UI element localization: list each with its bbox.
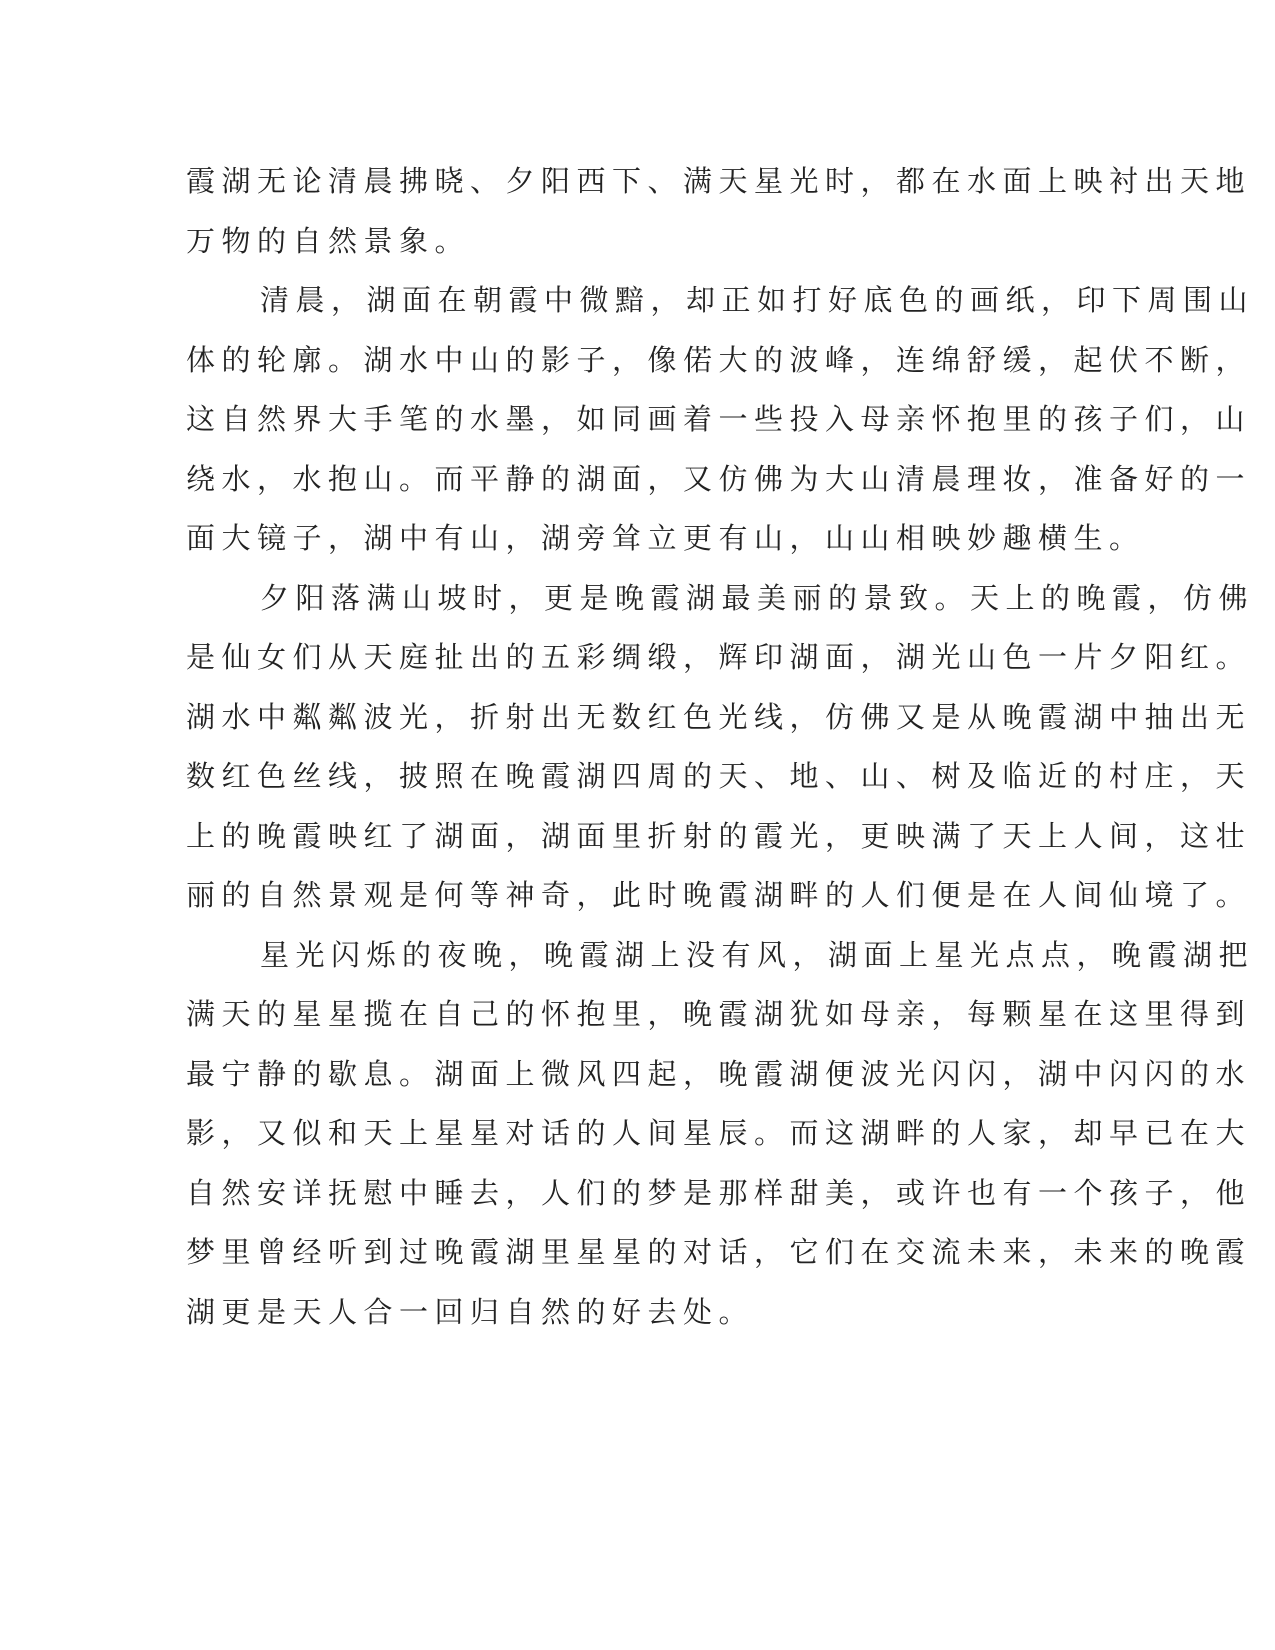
text-line-5: 这自然界大手笔的水墨，如同画着一些投入母亲怀抱里的孩子们，山	[186, 402, 1252, 436]
text-line-10: 湖水中粼粼波光，折射出无数红色光线，仿佛又是从晚霞湖中抽出无	[186, 699, 1252, 734]
text-line-1: 霞湖无论清晨拂晓、夕阳西下、满天星光时，都在水面上映衬出天地	[186, 164, 1252, 198]
text-line-6: 绕水，水抱山。而平静的湖面，又仿佛为大山清晨理妆，准备好的一	[186, 461, 1252, 496]
text-line-20: 湖更是天人合一回归自然的好去处。	[186, 1294, 755, 1329]
text-line-18: 自然安详抚慰中睡去，人们的梦是那样甜美，或许也有一个孩子，他	[186, 1175, 1252, 1210]
text-line-3: 清晨，湖面在朝霞中微黯，却正如打好底色的画纸，印下周围山	[260, 283, 1255, 317]
text-line-4: 体的轮廓。湖水中山的影子，像偌大的波峰，连绵舒缓，起伏不断，	[186, 342, 1252, 377]
text-line-9: 是仙女们从天庭扯出的五彩绸缎，辉印湖面，湖光山色一片夕阳红。	[186, 640, 1252, 674]
text-line-19: 梦里曾经听到过晚霞湖里星星的对话，它们在交流未来，未来的晚霞	[186, 1235, 1252, 1269]
text-line-7: 面大镜子，湖中有山，湖旁耸立更有山，山山相映妙趣横生。	[186, 521, 1145, 555]
text-line-13: 丽的自然景观是何等神奇，此时晚霞湖畔的人们便是在人间仙境了。	[186, 878, 1252, 912]
text-line-16: 最宁静的歇息。湖面上微风四起，晚霞湖便波光闪闪，湖中闪闪的水	[186, 1056, 1252, 1091]
text-line-12: 上的晚霞映红了湖面，湖面里折射的霞光，更映满了天上人间，这壮	[186, 818, 1252, 853]
text-line-2: 万物的自然景象。	[186, 223, 471, 258]
text-line-15: 满天的星星揽在自己的怀抱里，晚霞湖犹如母亲，每颗星在这里得到	[186, 997, 1252, 1031]
text-line-11: 数红色丝线，披照在晚霞湖四周的天、地、山、树及临近的村庄，天	[186, 759, 1252, 793]
text-line-8: 夕阳落满山坡时，更是晚霞湖最美丽的景致。天上的晚霞，仿佛	[260, 580, 1255, 615]
text-line-17: 影，又似和天上星星对话的人间星辰。而这湖畔的人家，却早已在大	[186, 1116, 1252, 1150]
text-line-14: 星光闪烁的夜晚，晚霞湖上没有风，湖面上星光点点，晚霞湖把	[260, 937, 1255, 972]
body-text	[186, 152, 1255, 1342]
